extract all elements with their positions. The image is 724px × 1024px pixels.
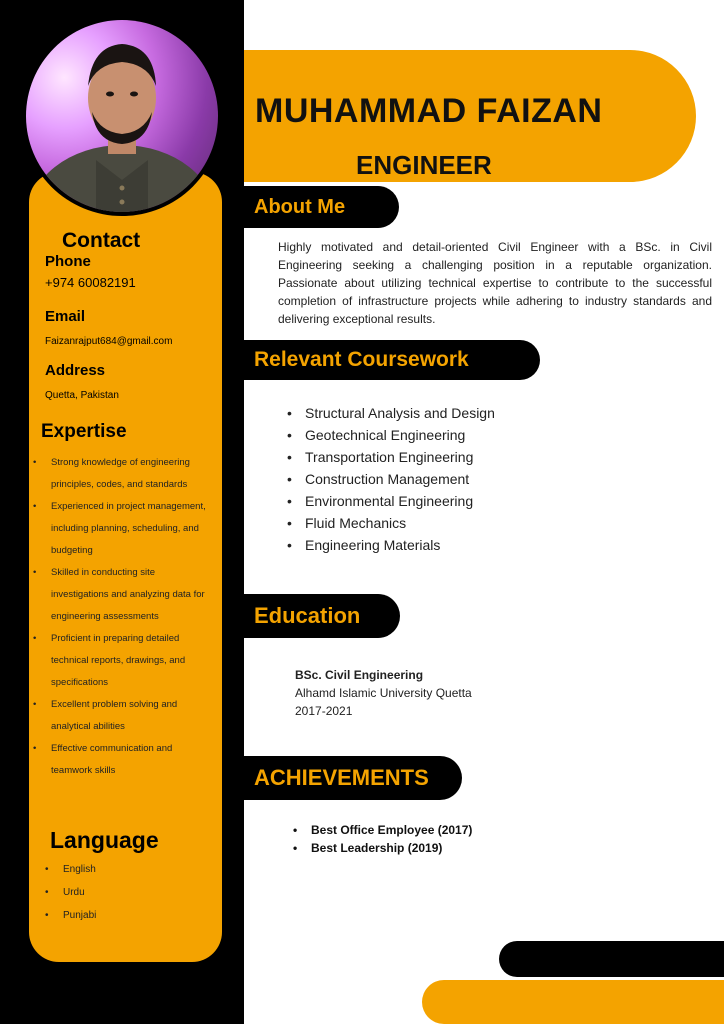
expertise-item: • Effective communication and teamwork skills — [33, 738, 215, 782]
profile-photo-frame — [22, 16, 222, 216]
coursework-item: • Environmental Engineering — [287, 490, 567, 512]
coursework-list — [287, 402, 567, 556]
coursework-item: • Geotechnical Engineering — [287, 424, 567, 446]
language-item: • English — [45, 858, 205, 881]
language-item: • Urdu — [45, 881, 205, 904]
person-name: MUHAMMAD FAIZAN — [255, 92, 603, 130]
phone-label: Phone — [45, 253, 91, 270]
coursework-item: • Structural Analysis and Design — [287, 402, 567, 424]
email-label: Email — [45, 308, 86, 325]
education-school: Alhamd Islamic University Quetta — [295, 686, 472, 700]
about-heading: About Me — [244, 186, 399, 228]
education-degree: BSc. Civil Engineering — [295, 668, 424, 682]
achievements-heading: ACHIEVEMENTS — [244, 756, 462, 800]
coursework-item: • Fluid Mechanics — [287, 512, 567, 534]
achievements-list — [293, 821, 553, 857]
language-list — [45, 858, 205, 927]
contact-heading: Contact — [62, 229, 141, 252]
coursework-heading: Relevant Coursework — [244, 340, 540, 380]
portrait-image — [26, 20, 218, 212]
coursework-item: • Construction Management — [287, 468, 567, 490]
education-block — [295, 666, 472, 720]
expertise-item: • Excellent problem solving and analytical abilities — [33, 694, 215, 738]
expertise-list — [33, 452, 215, 782]
language-item: • Punjabi — [45, 904, 205, 927]
about-text: Highly motivated and detail-oriented Civil Engineer with a BSc. in Civil Engineering seeking a challenging position in a reputable organization. Passionate about utilizing technical expertise to contribute to the successful completion of infrastructure projects while adhering to industry standards and delivering exceptional results. — [278, 240, 712, 326]
expertise-item: • Proficient in preparing detailed technical reports, drawings, and specifications — [33, 628, 215, 694]
coursework-item: • Transportation Engineering — [287, 446, 567, 468]
coursework-item: • Engineering Materials — [287, 534, 567, 556]
job-title: ENGINEER — [356, 150, 492, 180]
decorative-bar-orange — [422, 980, 724, 1024]
phone-value: +974 60082191 — [45, 275, 136, 290]
expertise-item: • Skilled in conducting site investigations and analyzing data for engineering assessments — [33, 562, 215, 628]
expertise-item: • Experienced in project management, including planning, scheduling, and budgeting — [33, 496, 215, 562]
email-value: Faizanrajput684@gmail.com — [45, 336, 173, 347]
achievement-item: • Best Leadership (2019) — [293, 839, 553, 857]
education-years: 2017-2021 — [295, 704, 353, 718]
address-label: Address — [45, 362, 106, 379]
address-value: Quetta, Pakistan — [45, 390, 119, 401]
education-heading: Education — [244, 594, 400, 638]
profile-photo — [26, 20, 218, 212]
decorative-bar-dark — [499, 941, 724, 977]
achievement-item: • Best Office Employee (2017) — [293, 821, 553, 839]
language-heading: Language — [50, 827, 159, 853]
expertise-item: • Strong knowledge of engineering principles, codes, and standards — [33, 452, 215, 496]
expertise-heading: Expertise — [41, 421, 127, 442]
